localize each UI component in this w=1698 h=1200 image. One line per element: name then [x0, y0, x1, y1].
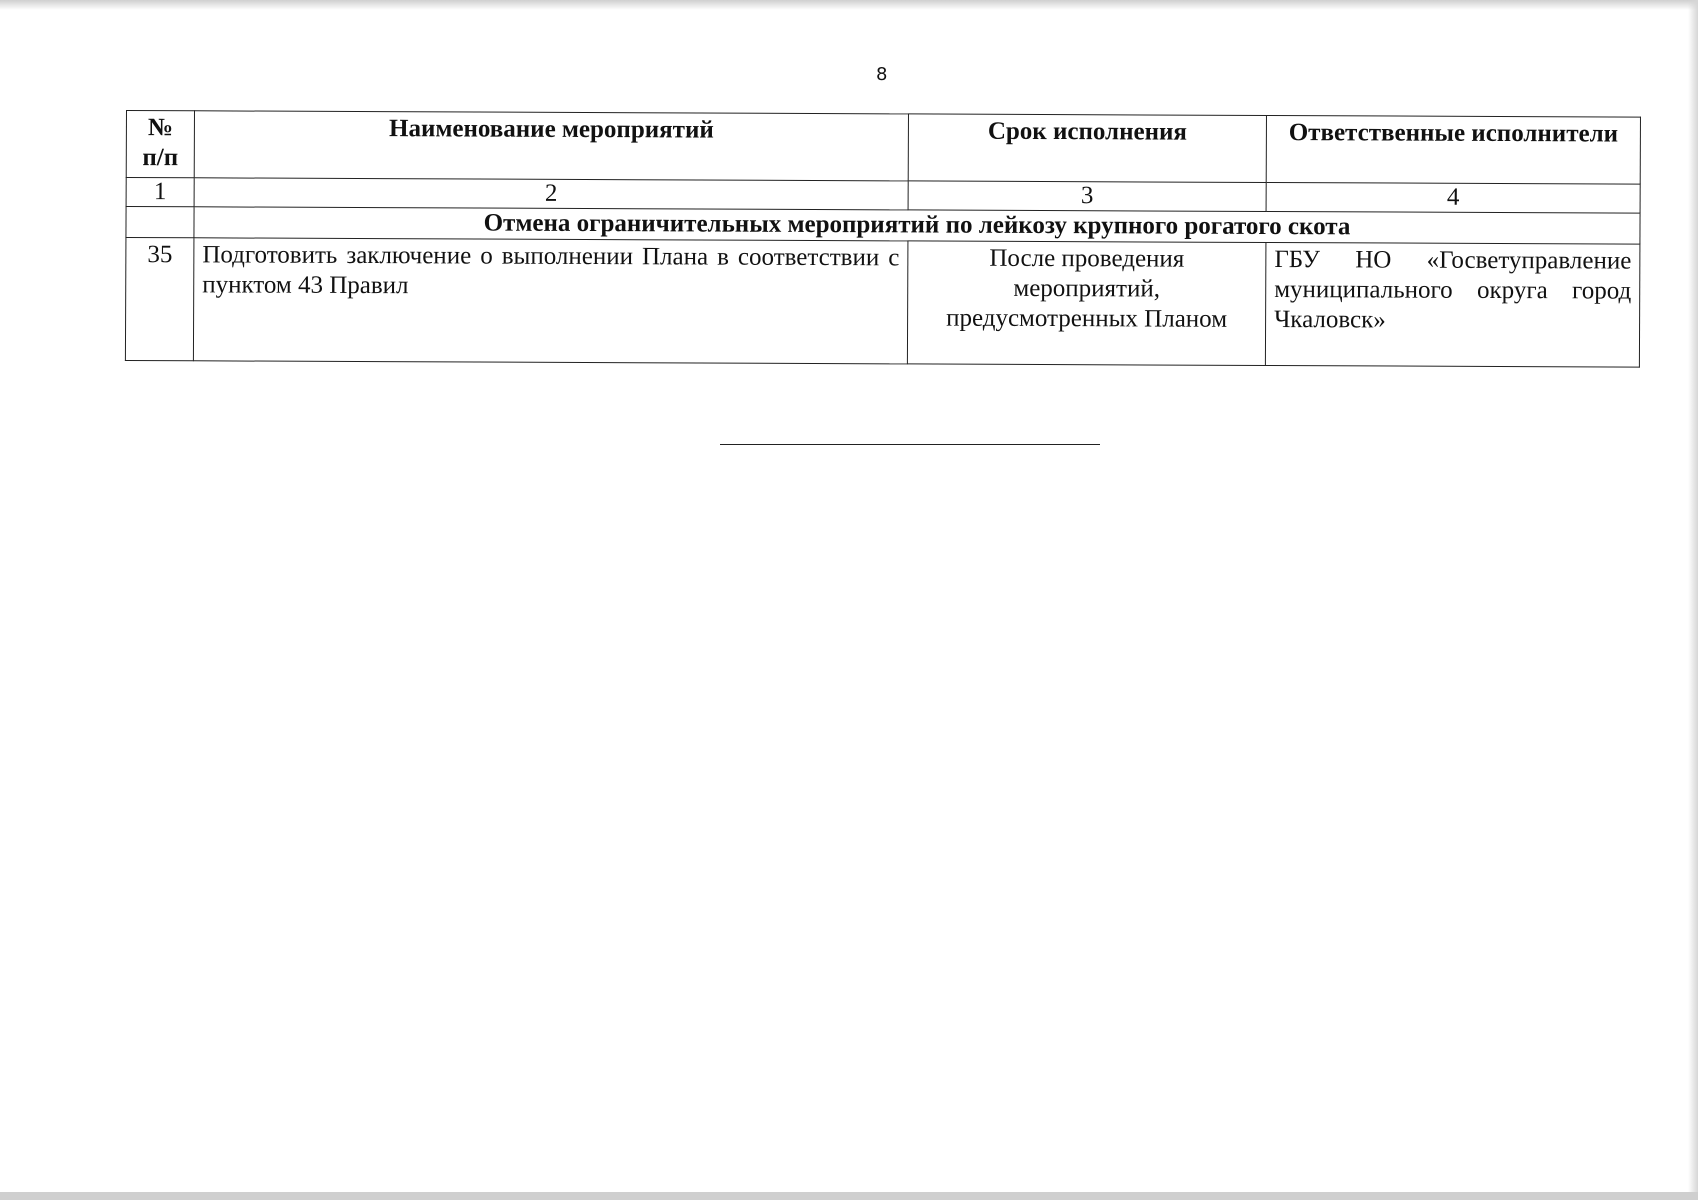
row-measure-name: Подготовить заключение о выполнении Плана в соответствии с пунктом 43 Правил — [193, 238, 908, 364]
row-deadline: После проведения мероприятий, предусмотренных Планом — [907, 241, 1266, 366]
header-deadline: Срок исполнения — [908, 114, 1266, 183]
column-number-1: 1 — [126, 178, 194, 207]
row-responsible: ГБУ НО «Госветуправление муниципального округа город Чкаловск» — [1265, 242, 1640, 367]
table-row — [125, 238, 1640, 368]
scan-edge-bottom — [0, 1192, 1698, 1200]
scan-edge-right — [1688, 0, 1698, 1200]
column-number-3: 3 — [908, 181, 1266, 212]
section-number-cell — [126, 207, 194, 238]
plan-table — [125, 110, 1641, 368]
section-title: Отмена ограничительных мероприятий по лейкозу крупного рогатого скота — [194, 207, 1640, 244]
column-number-4: 4 — [1266, 182, 1640, 213]
header-responsible: Ответственные исполнители — [1266, 115, 1640, 184]
scan-edge-top — [0, 0, 1698, 10]
header-row — [126, 111, 1640, 185]
column-number-2: 2 — [194, 178, 908, 210]
document-end-line — [720, 444, 1100, 445]
page-number: 8 — [876, 64, 888, 85]
row-number: 35 — [125, 238, 194, 361]
header-name: Наименование мероприятий — [194, 111, 908, 181]
header-number: № п/п — [126, 111, 194, 178]
